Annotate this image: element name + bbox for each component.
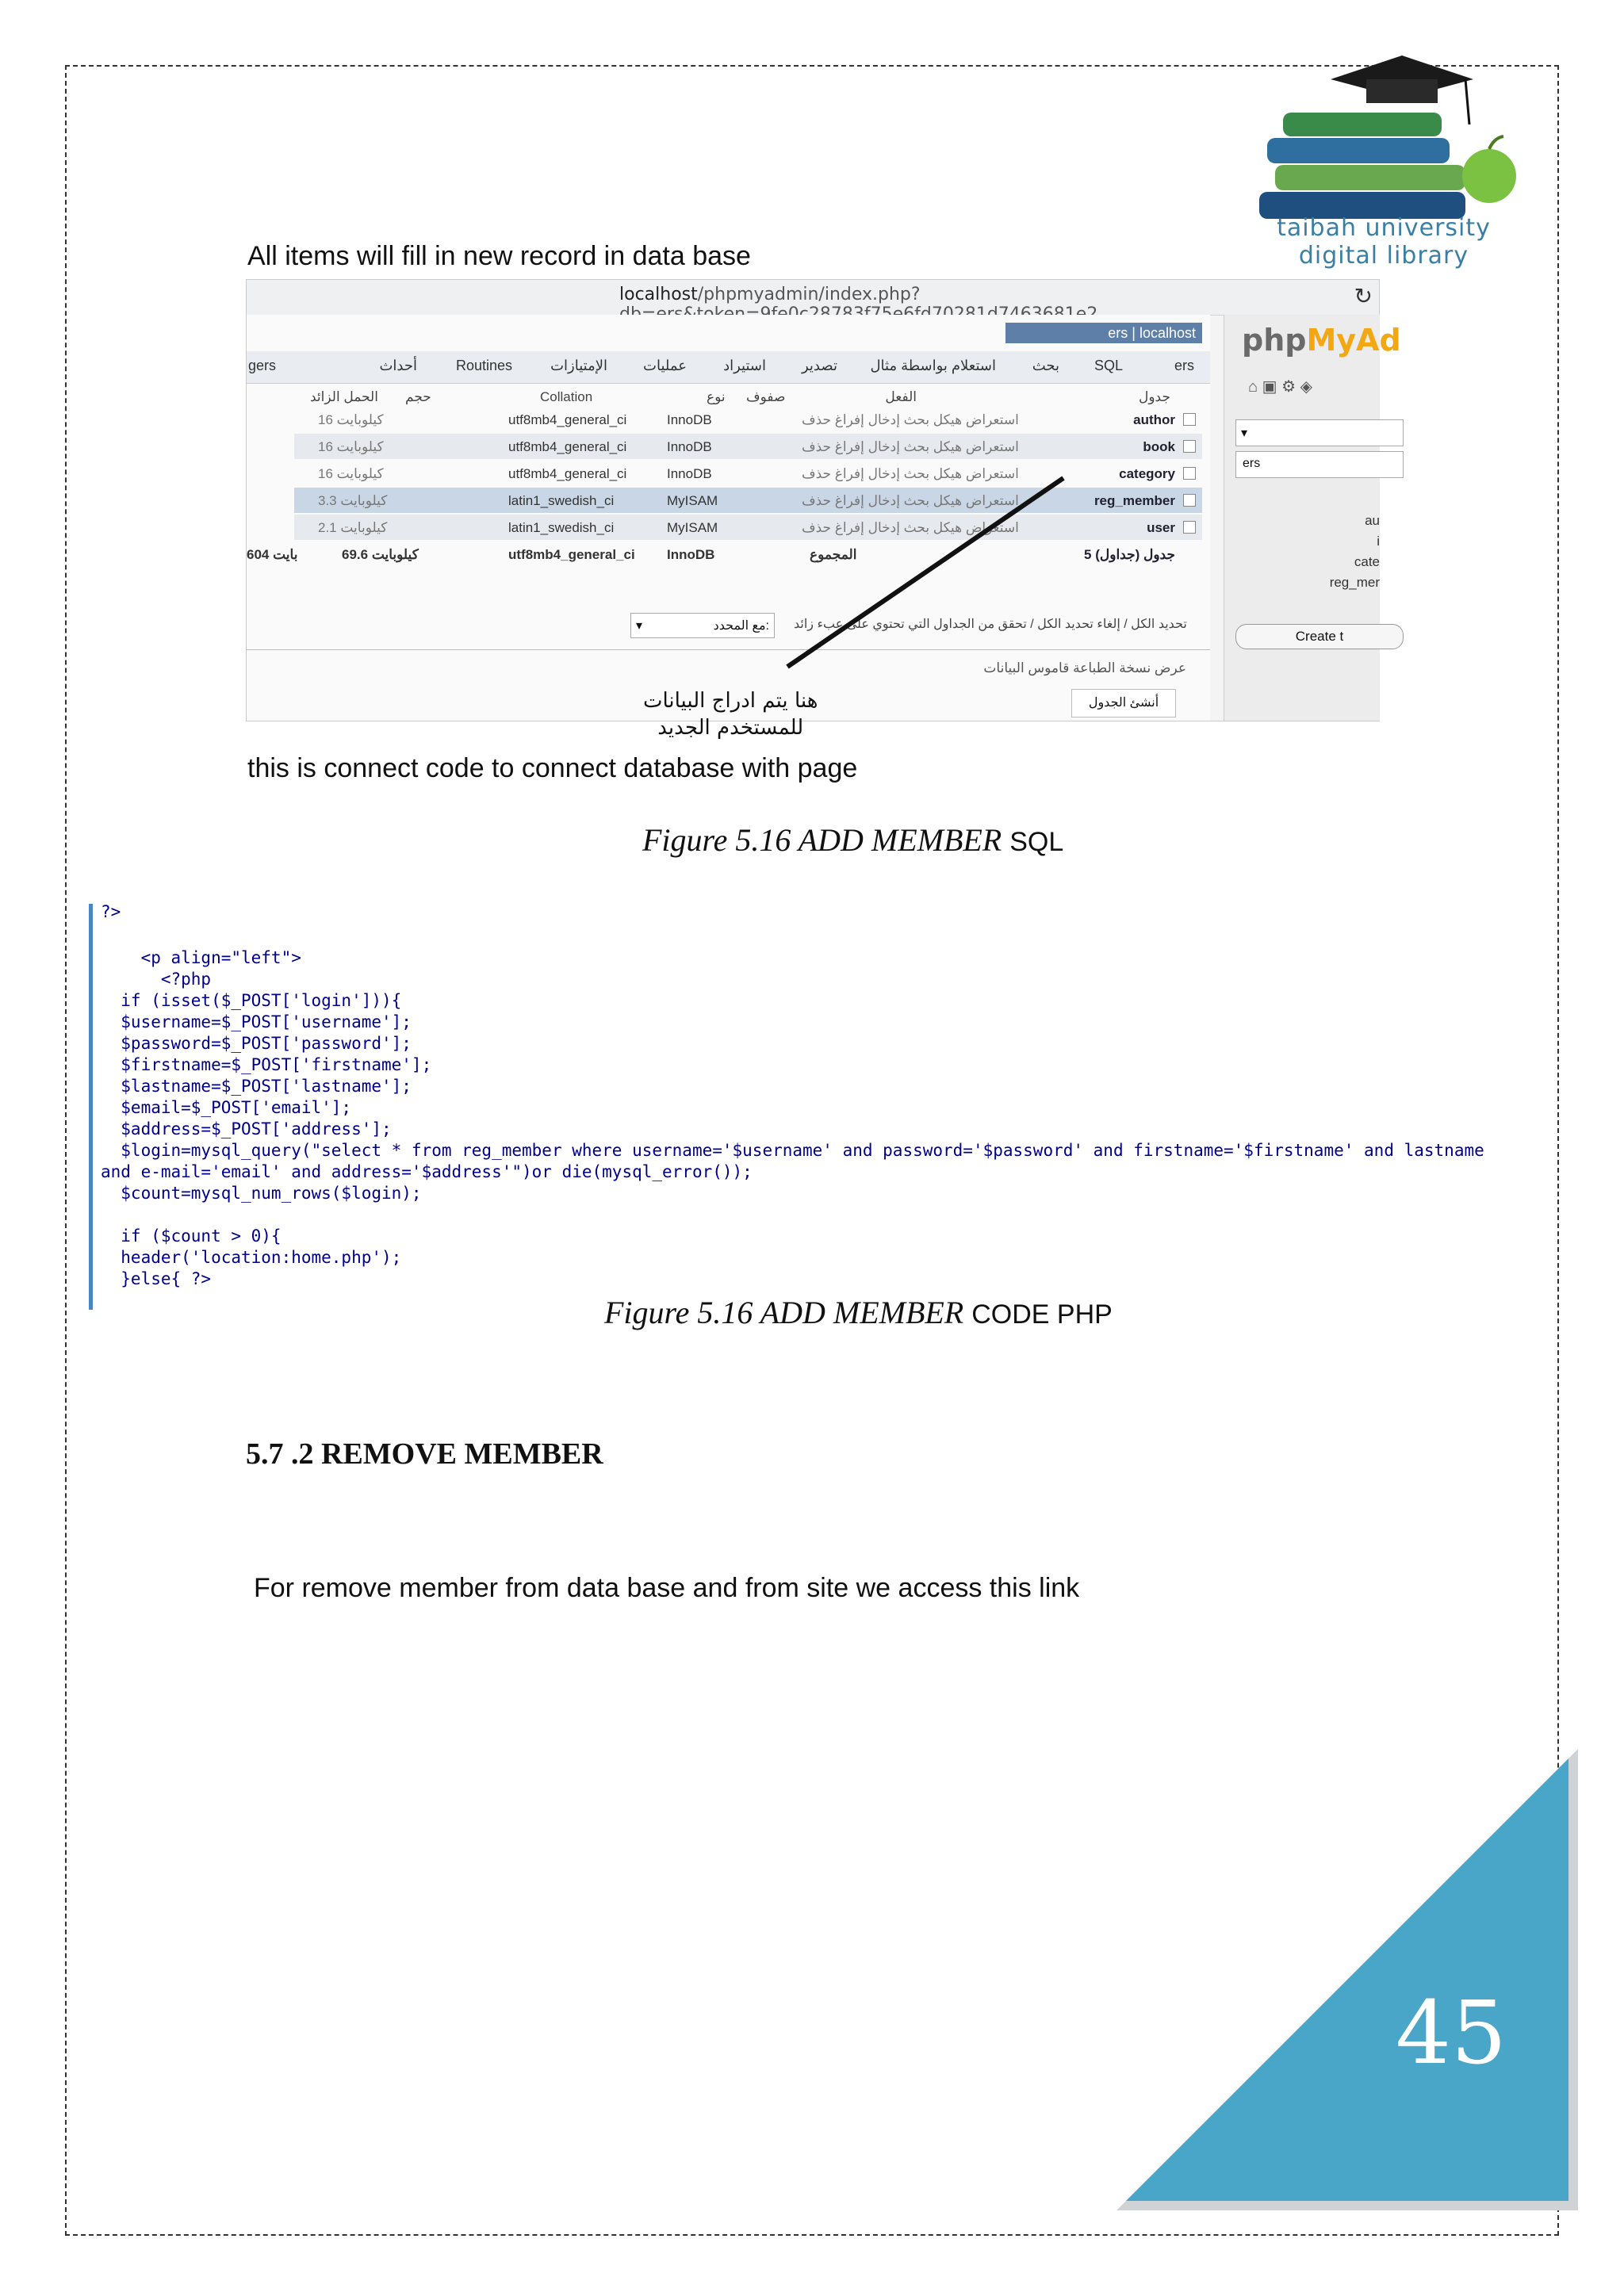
- php-code-block: [89, 904, 1516, 1310]
- code-line: }else{ ?>: [101, 1269, 212, 1288]
- code-line: if ($count > 0){: [101, 1226, 282, 1246]
- code-line: and e-mail='email' and address='$address'")or die(mysql_error());: [101, 1162, 753, 1181]
- code-line: $password=$_POST['password'];: [101, 1034, 412, 1053]
- refresh-icon: ↻: [1354, 284, 1373, 308]
- page-corner-triangle: [1102, 1741, 1586, 2217]
- logo-text: taibah university digital library: [1277, 214, 1491, 270]
- page-number: 45: [1396, 1982, 1507, 2084]
- filter-input: ers: [1235, 451, 1404, 478]
- print-tools: عرض نسخة الطباعة قاموس البيانات: [983, 660, 1186, 675]
- code-line: $email=$_POST['email'];: [101, 1098, 352, 1117]
- sidebar-item: au: [1365, 513, 1380, 528]
- tab-triggers: gers: [248, 358, 277, 373]
- with-selected-dropdown: ▾ مع المحدد:: [630, 613, 775, 638]
- code-line: ?>: [101, 902, 121, 921]
- figure-caption-php: Figure 5.16 ADD MEMBER CODE PHP: [604, 1295, 1113, 1330]
- code-line: $lastname=$_POST['lastname'];: [101, 1077, 412, 1096]
- create-table-sidebar-button: Create t: [1235, 624, 1404, 649]
- tab-sql: SQL: [1094, 358, 1123, 373]
- database-select: ▾: [1235, 419, 1404, 446]
- table-summary-row: 604 بايت 69.6 كيلوبايت utf8mb4_general_ci InnoDB المجموع 5 جدول (جداول): [247, 547, 1175, 562]
- sidebar: [1224, 315, 1401, 721]
- url-text: localhost/phpmyadmin/index.php?: [619, 285, 921, 304]
- section-heading: 5.7 .2 REMOVE MEMBER: [246, 1437, 603, 1471]
- connect-paragraph: this is connect code to connect database with page: [247, 753, 858, 783]
- phpmyadmin-logo: phpMyAd: [1242, 323, 1401, 358]
- sidebar-item: i: [1377, 534, 1380, 549]
- code-line: $username=$_POST['username'];: [101, 1012, 412, 1031]
- toolbar-icons: ⌂ ▣ ⚙ ◈: [1248, 378, 1312, 396]
- intro-paragraph: All items will fill in new record in data base: [247, 241, 751, 271]
- sidebar-item: reg_mer: [1329, 575, 1380, 590]
- tab-structure: ers: [1174, 358, 1194, 373]
- code-line: <?php: [101, 970, 212, 989]
- table-header: جدول الفعل صفوف نوع Collation حجم الحمل الزائد: [310, 389, 1170, 404]
- table-row: 16 كيلوبايت utf8mb4_general_ci InnoDB استعراض هيكل بحث إدخال إفراغ حذف author: [294, 407, 1202, 432]
- check-all-link: تحديد الكل / إلغاء تحديد الكل / تحقق من الجداول التي تحتوي على عبء زائد: [794, 618, 1187, 631]
- phpmyadmin-screenshot: [246, 279, 1401, 740]
- tab-search: بحث: [1032, 358, 1059, 373]
- code-line: header('location:home.php');: [101, 1248, 402, 1267]
- create-table-button: أنشئ الجدول: [1071, 689, 1176, 718]
- breadcrumb: ers | localhost: [1005, 323, 1202, 343]
- annotation-arrow: [247, 280, 1379, 721]
- code-line: $login=mysql_query("select * from reg_member where username='$username' and password='$password' and firstname='$firstname' and lastname: [101, 1141, 1484, 1160]
- annotation-note: هنا يتم ادراج البيانات للمستخدم الجديد: [643, 689, 818, 740]
- remove-paragraph: For remove member from data base and from site we access this link: [254, 1573, 1080, 1603]
- sidebar-item: cate: [1354, 554, 1380, 569]
- tab-privileges: الإمتيازات: [550, 358, 607, 373]
- tab-export: تصدير: [801, 358, 837, 373]
- code-line: $firstname=$_POST['firstname'];: [101, 1055, 432, 1074]
- table-row: 3.3 كيلوبايت latin1_swedish_ci MyISAM استعراض هيكل بحث إدخال إفراغ حذف reg_member: [294, 488, 1202, 513]
- tab-operations: عمليات: [643, 358, 687, 373]
- table-row: 16 كيلوبايت utf8mb4_general_ci InnoDB استعراض هيكل بحث إدخال إفراغ حذف book: [294, 434, 1202, 459]
- table-row: 16 كيلوبايت utf8mb4_general_ci InnoDB استعراض هيكل بحث إدخال إفراغ حذف category: [294, 461, 1202, 486]
- tab-query: استعلام بواسطة مثال: [870, 358, 996, 373]
- table-row: 2.1 كيلوبايت latin1_swedish_ci MyISAM استعراض هيكل بحث إدخال إفراغ حذف user: [294, 515, 1202, 540]
- code-line: <p align="left">: [101, 948, 301, 967]
- tab-import: استيراد: [723, 358, 766, 373]
- code-line: $address=$_POST['address'];: [101, 1119, 392, 1138]
- tab-routines: Routines: [455, 358, 512, 373]
- figure-caption-sql: Figure 5.16 ADD MEMBER SQL: [642, 822, 1064, 858]
- code-line: if (isset($_POST['login'])){: [101, 991, 402, 1010]
- code-line: $count=mysql_num_rows($login);: [101, 1184, 422, 1203]
- tab-events: أحداث: [379, 358, 417, 373]
